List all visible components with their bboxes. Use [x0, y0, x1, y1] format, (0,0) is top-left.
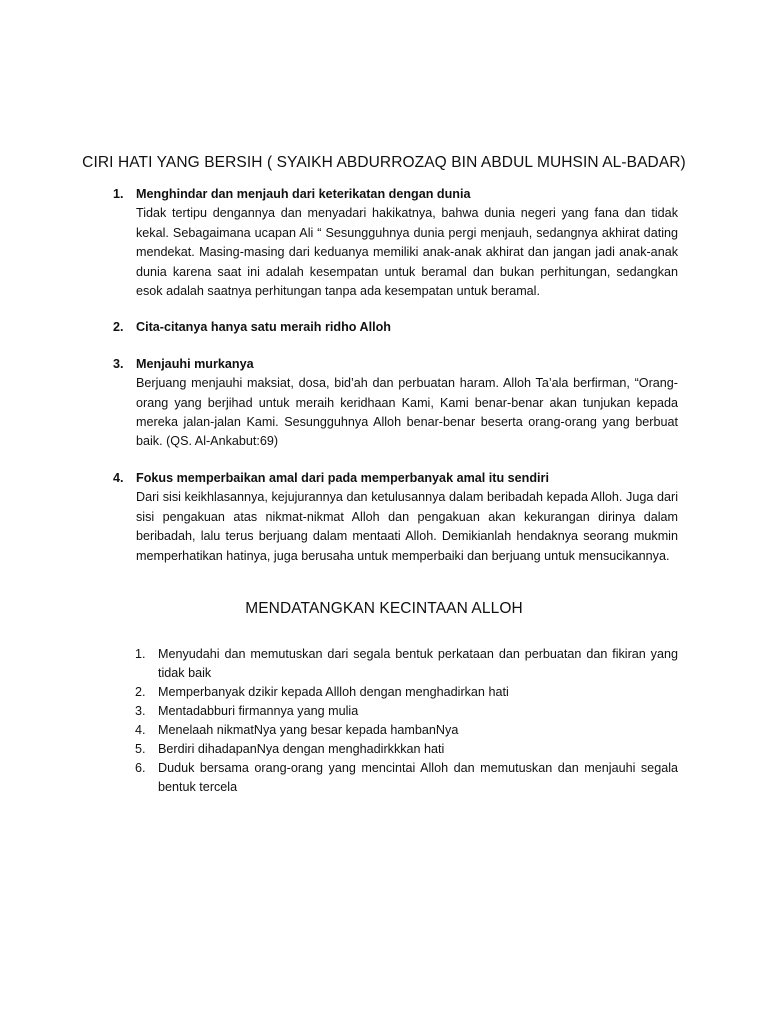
section-2-title: MENDATANGKAN KECINTAAN ALLOH	[245, 600, 523, 617]
item-body: Berjuang menjauhi maksiat, dosa, bid’ah dan perbuatan haram. Alloh Ta’ala berfirman, “Orang-orang yang berjihad untuk meraih keridhaan Kami, Kami benar-benar akan tunjukan kepada mereka jalan-jalan Kami. Sesungguhnya Alloh benar-benar beserta orang-orang yang berbuat baik. (QS. Al-Ankabut:69)	[136, 376, 678, 449]
list-item	[135, 721, 678, 740]
item-number: 5.	[135, 742, 146, 756]
item-number: 1.	[135, 647, 146, 661]
item-number: 6.	[135, 761, 146, 775]
item-body: Tidak tertipu dengannya dan menyadari hakikatnya, bahwa dunia negeri yang fana dan tidak kekal. Sebagaimana ucapan Ali “ Sesungguhnya dunia pergi menjauh, sedangnya akhirat dating mendekat. Masing-masing dari keduanya memiliki anak-anak akhirat dan jangan jadi anak-anak dunia karena saat ini adalah kesempatan untuk beramal dan bukan perhitungan, sedangkan esok adalah saatnya perhitungan tanpa ada kesempatan untuk beramal.	[136, 206, 678, 299]
item-number: 4.	[113, 470, 124, 485]
item-text: Menyudahi dan memutuskan dari segala bentuk perkataan dan perbuatan dan fikiran yang tidak baik	[158, 647, 678, 680]
item-body: Dari sisi keikhlasannya, kejujurannya dan ketulusannya dalam beribadah kepada Alloh. Juga dari sisi pengakuan atas nikmat-nikmat Alloh dan pengakuan akan kekurangan dirinya dalam beribadah, lalu terus berjuang dalam mentaati Alloh. Demikianlah hendaknya seorang mukmin memperhatikan hatinya, juga berusaha untuk memperbaiki dan berjuang untuk mensucikannya.	[136, 490, 678, 563]
item-number: 4.	[135, 723, 146, 737]
item-heading: Menjauhi murkanya	[136, 356, 254, 371]
item-number: 2.	[113, 320, 124, 335]
item-number: 3.	[113, 356, 124, 371]
item-text: Menelaah nikmatNya yang besar kepada hambanNya	[158, 723, 459, 737]
item-number: 3.	[135, 704, 146, 718]
item-text: Memperbanyak dzikir kepada Allloh dengan menghadirkan hati	[158, 685, 509, 699]
item-text: Berdiri dihadapanNya dengan menghadirkkkan hati	[158, 742, 445, 756]
list-item	[113, 185, 678, 301]
list-item	[135, 683, 678, 702]
item-heading: Cita-citanya hanya satu meraih ridho Alloh	[136, 320, 391, 335]
heart-traits-list	[113, 185, 678, 583]
list-item	[135, 759, 678, 797]
list-item	[113, 355, 678, 452]
love-of-alloh-list	[135, 645, 678, 797]
list-item	[113, 318, 678, 337]
list-item	[135, 645, 678, 683]
list-item	[135, 740, 678, 759]
list-item	[113, 469, 678, 566]
item-number: 1.	[113, 187, 124, 201]
item-text: Mentadabburi firmannya yang mulia	[158, 704, 359, 718]
list-item	[135, 702, 678, 721]
section-1-title: CIRI HATI YANG BERSIH ( SYAIKH ABDURROZAQ BIN ABDUL MUHSIN AL-BADAR)	[82, 154, 686, 171]
item-text: Duduk bersama orang-orang yang mencintai Alloh dan memutuskan dan menjauhi segala bentuk tercela	[158, 761, 678, 794]
item-heading: Fokus memperbaikan amal dari pada memperbanyak amal itu sendiri	[136, 470, 549, 485]
item-heading: Menghindar dan menjauh dari keterikatan dengan dunia	[136, 187, 471, 201]
item-number: 2.	[135, 685, 146, 699]
